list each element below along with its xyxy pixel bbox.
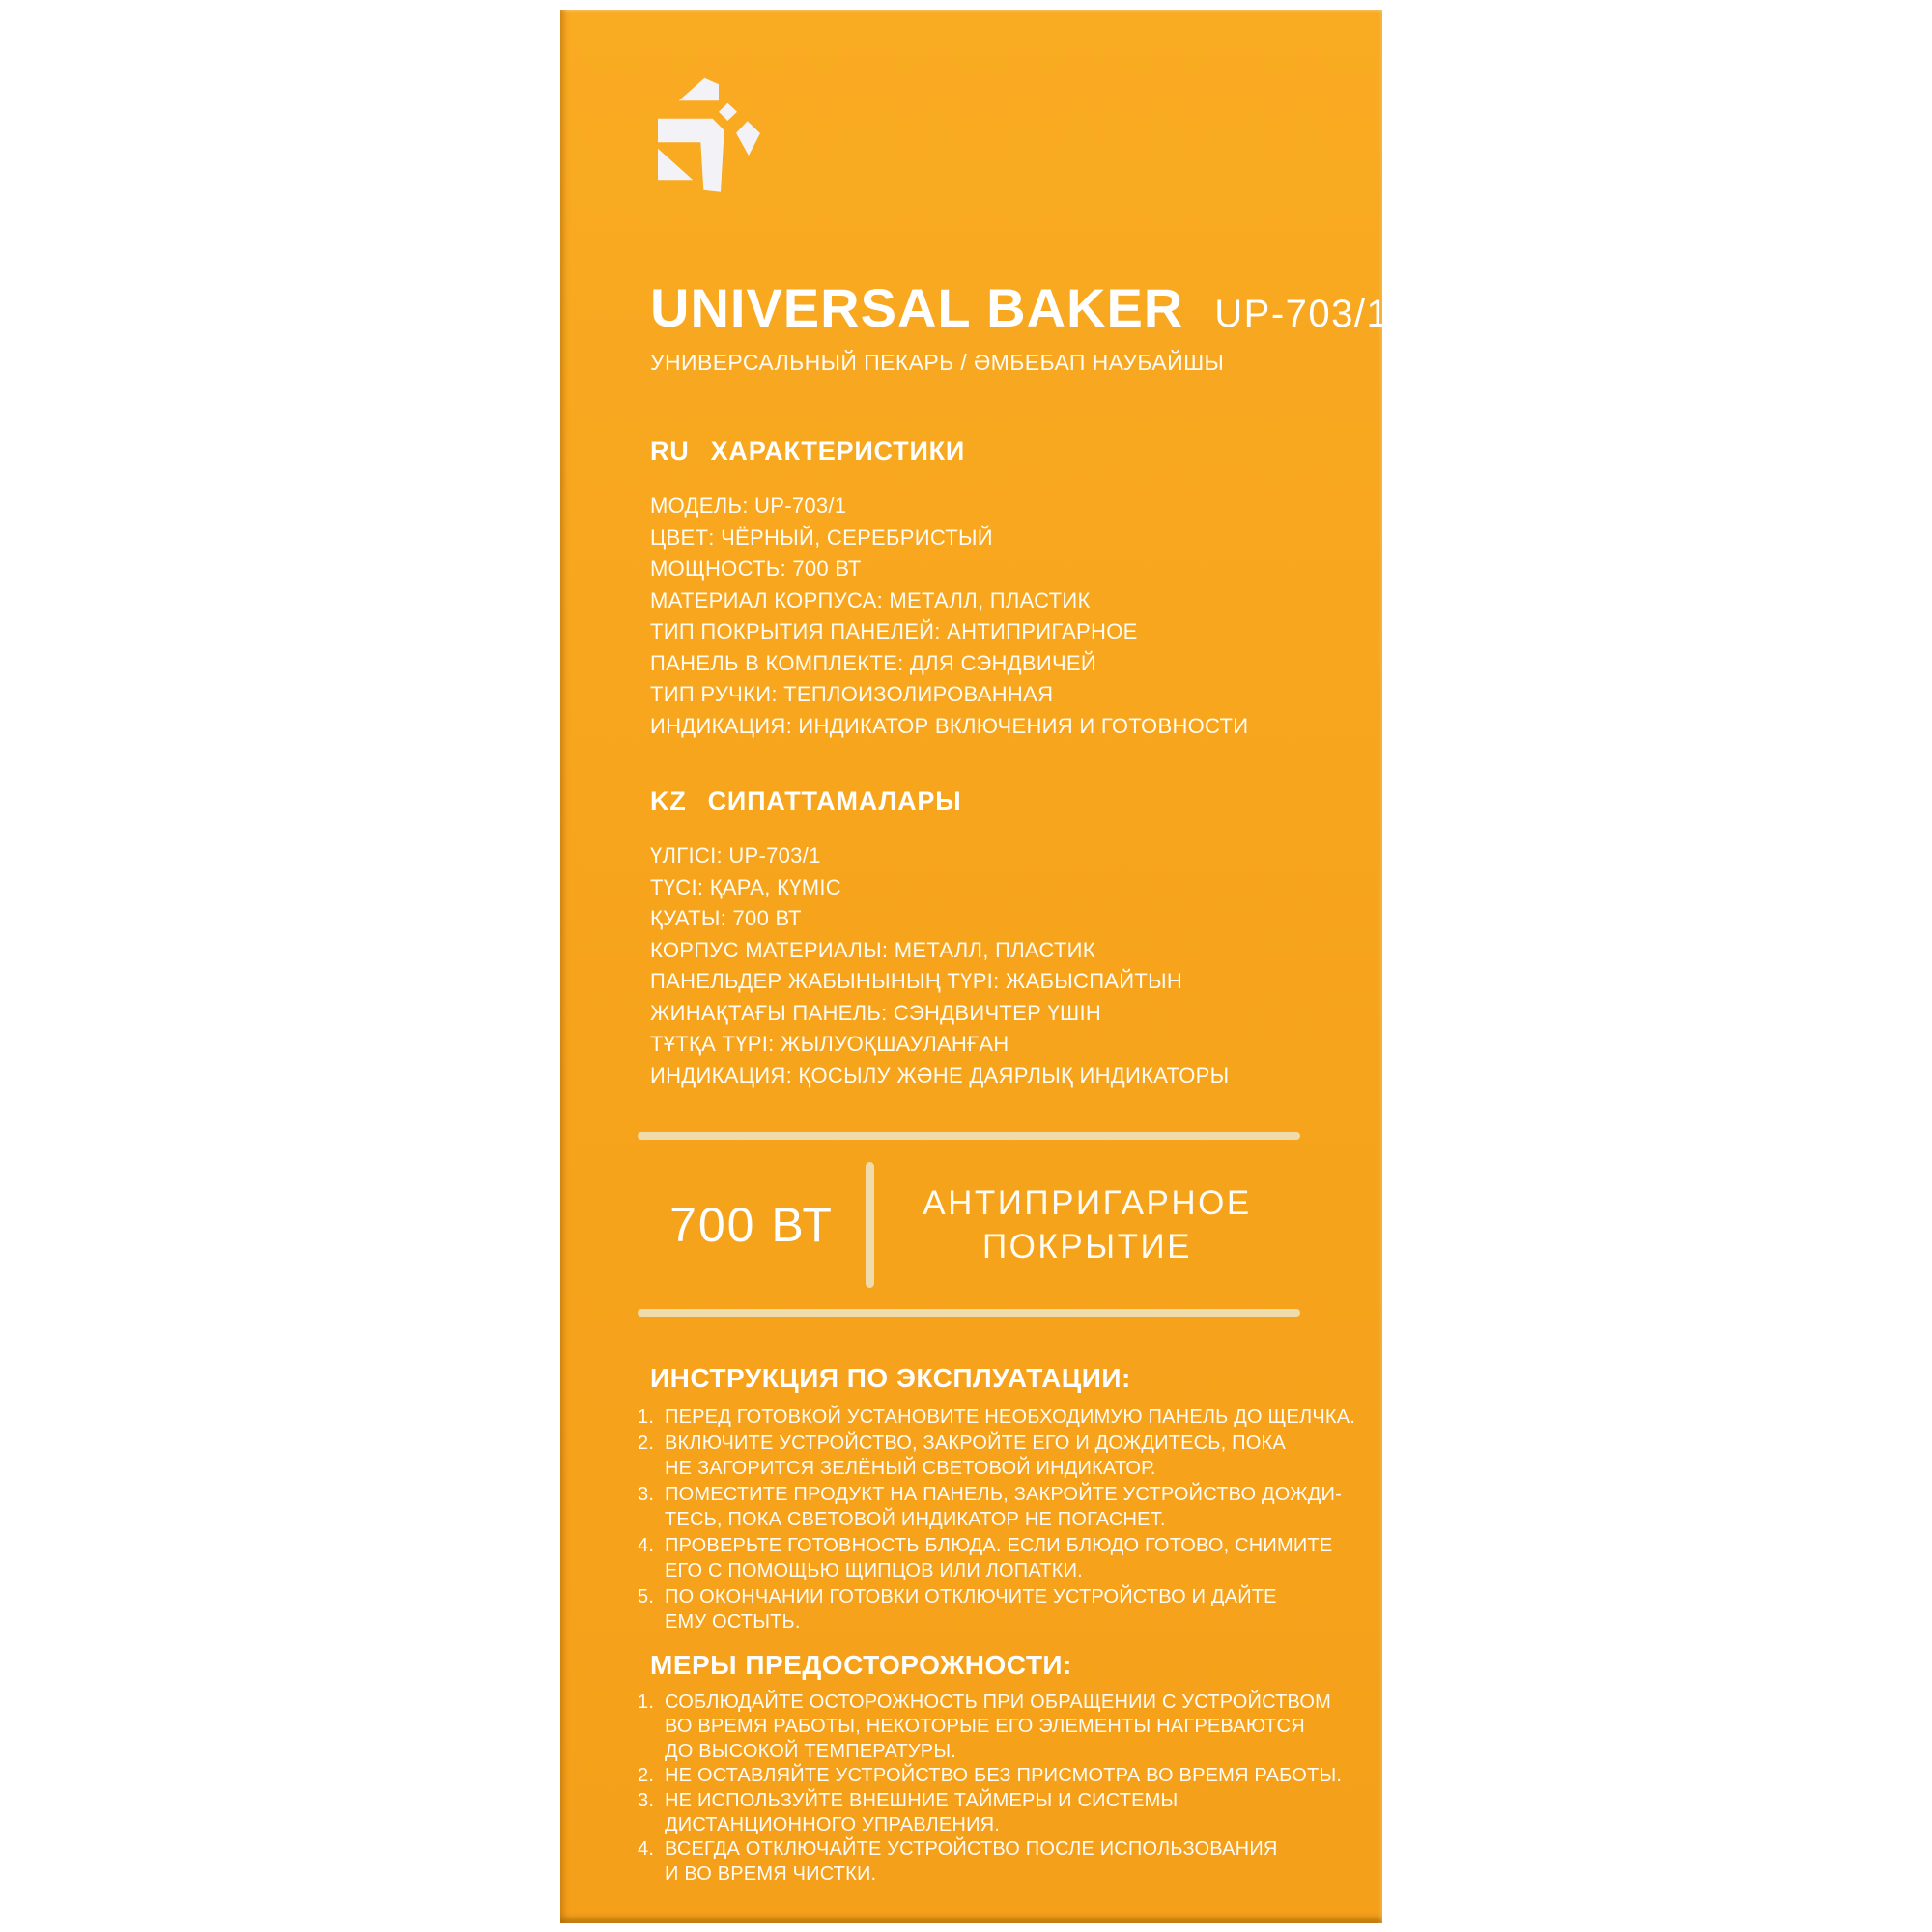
list-item: [638, 1533, 1344, 1584]
safety-heading: МЕРЫ ПРЕДОСТОРОЖНОСТИ:: [650, 1650, 1072, 1680]
specs-kz-heading: [650, 786, 961, 816]
list-item-line: СОБЛЮДАЙТЕ ОСТОРОЖНОСТЬ ПРИ ОБРАЩЕНИИ С УСТРОЙСТВОМ: [665, 1691, 1332, 1713]
spec-line: ПАНЕЛЬ В КОМПЛЕКТЕ: ДЛЯ СЭНДВИЧЕЙ: [650, 650, 1097, 675]
list-item-number: 3.: [638, 1483, 655, 1505]
packaging-side-panel: [560, 10, 1390, 1923]
list-item-number: 4.: [638, 1838, 655, 1861]
list-item-line: НЕ ОСТАВЛЯЙТЕ УСТРОЙСТВО БЕЗ ПРИСМОТРА ВО ВРЕМЯ РАБОТЫ.: [665, 1765, 1343, 1787]
list-item-number: 3.: [638, 1789, 655, 1811]
specs-ru-heading-label: ХАРАКТЕРИСТИКИ: [710, 437, 966, 466]
list-item-number: 1.: [638, 1406, 655, 1428]
spec-line: ЖИНАҚТАҒЫ ПАНЕЛЬ: СЭНДВИЧТЕР ҮШІН: [650, 1000, 1102, 1025]
safety-list: [638, 1690, 1344, 1887]
spec-line: МАТЕРИАЛ КОРПУСА: МЕТАЛЛ, ПЛАСТИК: [650, 587, 1091, 612]
list-item: [638, 1431, 1344, 1482]
list-item-number: 2.: [638, 1765, 655, 1787]
list-item-text: [665, 1584, 1344, 1635]
instructions-list: [638, 1405, 1356, 1635]
list-item-line: ТЕСЬ, ПОКА СВЕТОВОЙ ИНДИКАТОР НЕ ПОГАСНЕТ.: [665, 1509, 1166, 1530]
logo-flag-facet: [679, 78, 719, 101]
list-item-line: ВО ВРЕМЯ РАБОТЫ, НЕКОТОРЫЕ ЕГО ЭЛЕМЕНТЫ НАГРЕВАЮТСЯ: [665, 1716, 1305, 1738]
list-item: [638, 1789, 1344, 1838]
product-subtitle: УНИВЕРСАЛЬНЫЙ ПЕКАРЬ / ӘМБЕБАП НАУБАЙШЫ: [650, 350, 1225, 375]
spec-line: ТҰТҚА ТҮРІ: ЖЫЛУОҚШАУЛАНҒАН: [650, 1032, 1009, 1056]
product-model-code: UP-703/1: [1214, 293, 1390, 335]
spec-line: ҚУАТЫ: 700 ВТ: [650, 906, 802, 930]
spec-line: КОРПУС МАТЕРИАЛЫ: МЕТАЛЛ, ПЛАСТИК: [650, 937, 1095, 962]
list-item: [638, 1482, 1344, 1533]
specs-ru-heading: [650, 437, 965, 467]
product-title-row: [650, 276, 1389, 339]
list-item-line: ЕМУ ОСТЫТЬ.: [665, 1611, 801, 1633]
list-item: [638, 1405, 1356, 1431]
divider-line-top: [638, 1132, 1300, 1140]
spec-line: ЦВЕТ: ЧЁРНЫЙ, СЕРЕБРИСТЫЙ: [650, 525, 993, 550]
spec-line: МОЩНОСТЬ: 700 ВТ: [650, 556, 862, 581]
feature-badges-row: [638, 1162, 1300, 1288]
list-item-line: ПЕРЕД ГОТОВКОЙ УСТАНОВИТЕ НЕОБХОДИМУЮ ПАНЕЛЬ ДО ЩЕЛЧКА.: [665, 1406, 1356, 1428]
list-item-line: НЕ ЗАГОРИТСЯ ЗЕЛЁНЫЙ СВЕТОВОЙ ИНДИКАТОР.: [665, 1458, 1156, 1479]
list-item-line: И ВО ВРЕМЯ ЧИСТКИ.: [665, 1862, 877, 1885]
list-item-line: НЕ ИСПОЛЬЗУЙТЕ ВНЕШНИЕ ТАЙМЕРЫ И СИСТЕМЫ: [665, 1789, 1179, 1811]
list-item-number: 5.: [638, 1585, 655, 1607]
list-item-text: [665, 1789, 1344, 1838]
list-item: [638, 1690, 1344, 1764]
power-badge-cell: [638, 1162, 866, 1288]
coating-badge-line2: ПОКРЫТИЕ: [982, 1228, 1192, 1265]
divider-line-vertical: [866, 1162, 874, 1288]
coating-badge: [874, 1162, 1300, 1288]
spec-line: ТҮСІ: ҚАРА, КҮМІС: [650, 874, 841, 899]
spec-line: ИНДИКАЦИЯ: ҚОСЫЛУ ЖӘНЕ ДАЯРЛЫҚ ИНДИКАТОРЫ: [650, 1063, 1230, 1088]
lang-badge-ru: RU: [650, 437, 690, 466]
instructions-heading: ИНСТРУКЦИЯ ПО ЭКСПЛУАТАЦИИ:: [650, 1363, 1131, 1393]
list-item: [638, 1837, 1344, 1887]
list-item: [638, 1764, 1344, 1788]
logo-kite-facet: [736, 121, 760, 156]
spec-line: ТИП ПОКРЫТИЯ ПАНЕЛЕЙ: АНТИПРИГАРНОЕ: [650, 619, 1138, 643]
divider-line-bottom: [638, 1309, 1300, 1317]
list-item-line: ПРОВЕРЬТЕ ГОТОВНОСТЬ БЛЮДА. ЕСЛИ БЛЮДО ГОТОВО, СНИМИТЕ: [665, 1534, 1333, 1556]
spec-line: ПАНЕЛЬДЕР ЖАБЫНЫНЫҢ ТҮРІ: ЖАБЫСПАЙТЫН: [650, 969, 1183, 993]
specs-kz-list: [650, 840, 1229, 1092]
list-item-line: ДИСТАНЦИОННОГО УПРАВЛЕНИЯ.: [665, 1814, 1001, 1836]
specs-ru-list: [650, 491, 1248, 742]
product-title: UNIVERSAL BAKER: [650, 277, 1184, 338]
list-item-line: ДО ВЫСОКОЙ ТЕМПЕРАТУРЫ.: [665, 1740, 957, 1762]
list-item-text: [665, 1837, 1344, 1887]
power-badge: 700 ВТ: [669, 1198, 834, 1252]
list-item-line: ПОМЕСТИТЕ ПРОДУКТ НА ПАНЕЛЬ, ЗАКРОЙТЕ УСТРОЙСТВО ДОЖДИ-: [665, 1483, 1342, 1505]
list-item-number: 2.: [638, 1432, 655, 1454]
list-item: [638, 1584, 1344, 1635]
list-item-text: [665, 1482, 1344, 1533]
logo-bent-band-facet: [658, 119, 724, 192]
list-item-number: 4.: [638, 1534, 655, 1556]
logo-triangle-facet: [658, 149, 693, 181]
list-item-text: [665, 1533, 1344, 1584]
lang-badge-kz: KZ: [650, 786, 687, 815]
list-item-line: ЕГО С ПОМОЩЬЮ ЩИПЦОВ ИЛИ ЛОПАТКИ.: [665, 1560, 1083, 1581]
coating-badge-line1: АНТИПРИГАРНОЕ: [923, 1184, 1252, 1222]
list-item-line: ВСЕГДА ОТКЛЮЧАЙТЕ УСТРОЙСТВО ПОСЛЕ ИСПОЛЬЗОВАНИЯ: [665, 1838, 1278, 1861]
spec-line: ТИП РУЧКИ: ТЕПЛОИЗОЛИРОВАННАЯ: [650, 682, 1054, 706]
list-item-line: ПО ОКОНЧАНИИ ГОТОВКИ ОТКЛЮЧИТЕ УСТРОЙСТВО И ДАЙТЕ: [665, 1585, 1277, 1607]
specs-kz-heading-label: СИПАТТАМАЛАРЫ: [707, 786, 962, 815]
spec-line: МОДЕЛЬ: UP-703/1: [650, 494, 847, 518]
logo-diamond-facet: [719, 103, 737, 121]
spec-line: ИНДИКАЦИЯ: ИНДИКАТОР ВКЛЮЧЕНИЯ И ГОТОВНОСТИ: [650, 713, 1249, 738]
list-item-number: 1.: [638, 1691, 655, 1713]
list-item-text: [665, 1431, 1344, 1482]
list-item-text: [665, 1690, 1344, 1764]
list-item-text: [665, 1405, 1356, 1431]
spec-line: ҮЛГІСІ: UP-703/1: [650, 843, 821, 867]
list-item-text: [665, 1764, 1344, 1788]
list-item-line: ВКЛЮЧИТЕ УСТРОЙСТВО, ЗАКРОЙТЕ ЕГО И ДОЖДИТЕСЬ, ПОКА: [665, 1432, 1286, 1454]
brand-logo-icon: [638, 48, 811, 213]
